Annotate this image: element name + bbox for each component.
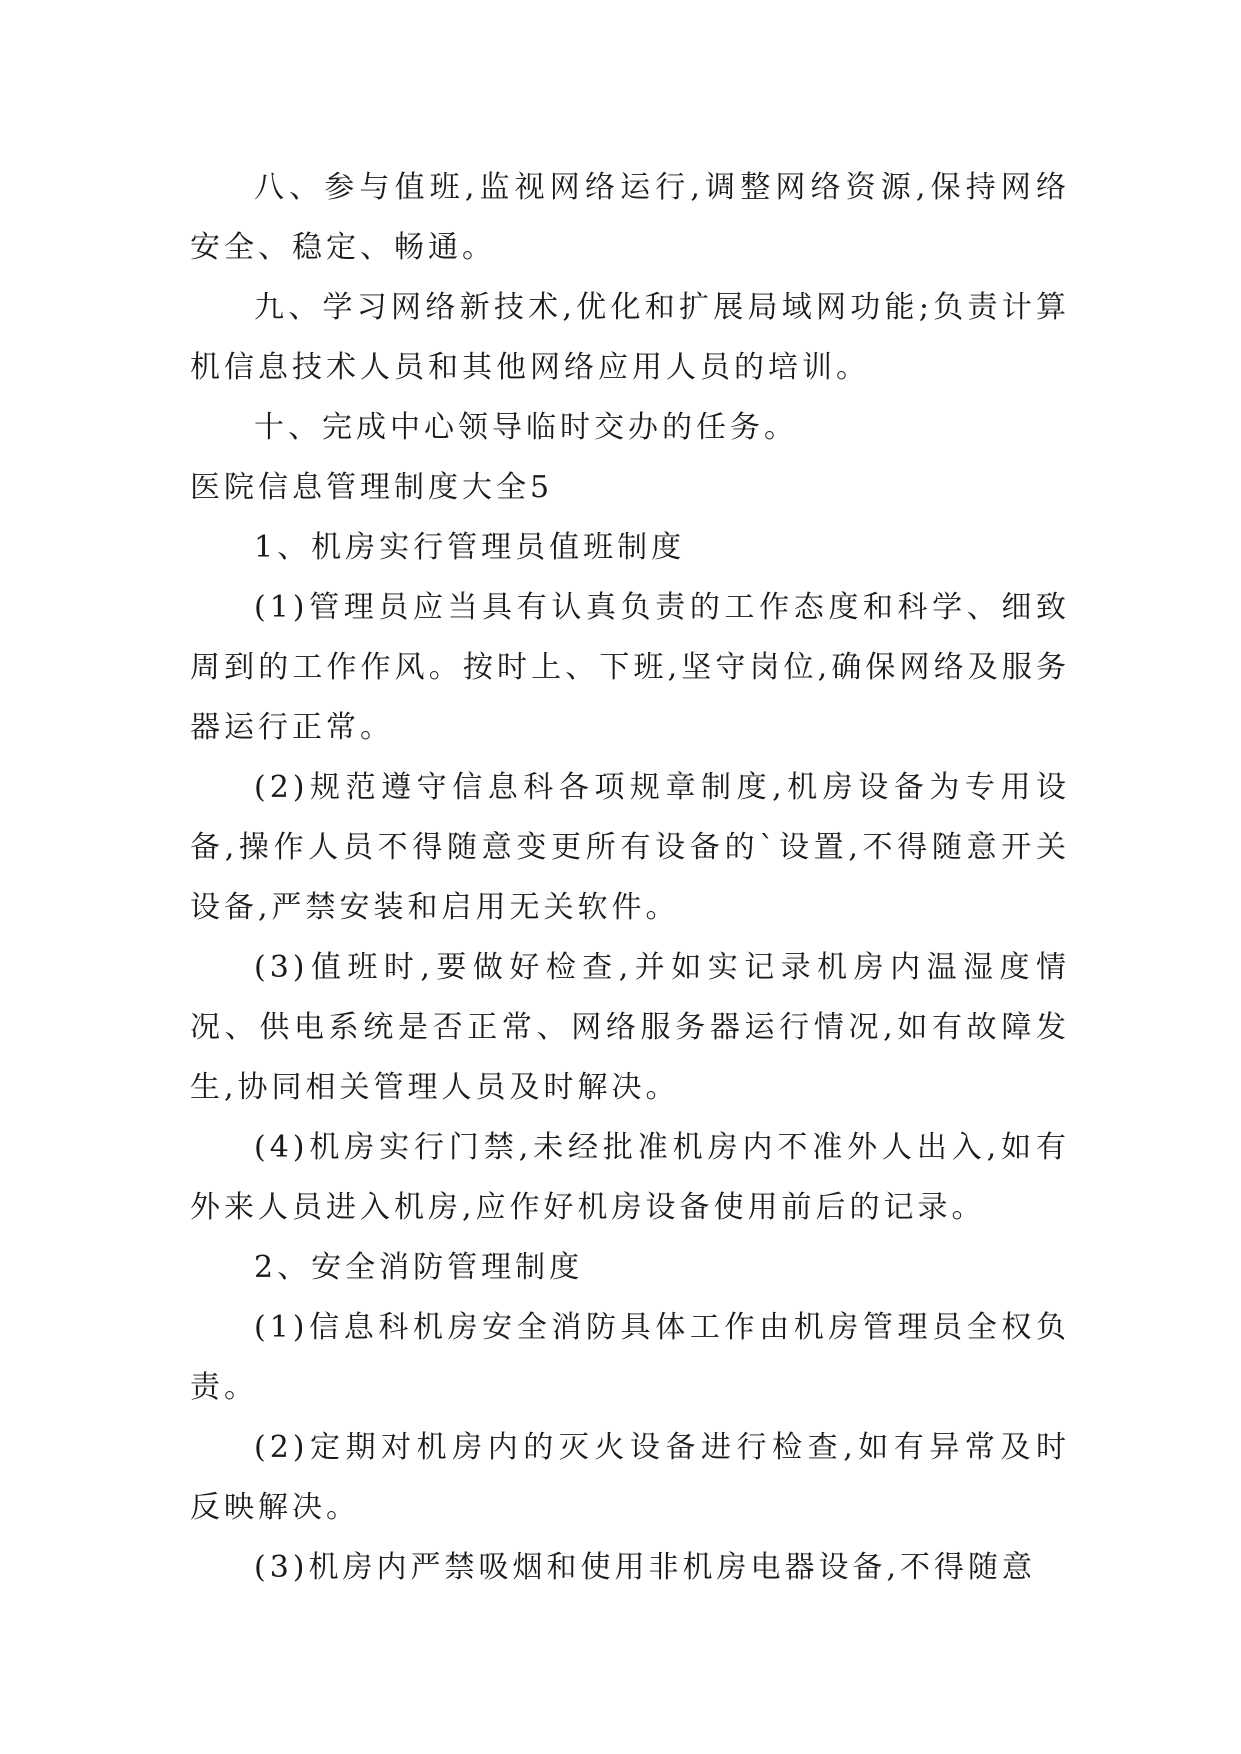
paragraph-fire-3: (3)机房内严禁吸烟和使用非机房电器设备,不得随意 — [254, 1550, 1037, 1585]
paragraph-item-9: 九、学习网络新技术,优化和扩展局域网功能;负责计算机信息技术人员和其他网络应用人员的培训。 — [190, 290, 1070, 385]
paragraph-duty-3: (3)值班时,要做好检查,并如实记录机房内温湿度情况、供电系统是否正常、网络服务器运行情况,如有故障发生,协同相关管理人员及时解决。 — [190, 950, 1070, 1105]
paragraph-duty-4: (4)机房实行门禁,未经批准机房内不准外人出入,如有外来人员进入机房,应作好机房设备使用前后的记录。 — [190, 1130, 1070, 1225]
paragraph-duty-2: (2)规范遵守信息科各项规章制度,机房设备为专用设备,操作人员不得随意变更所有设备的`设置,不得随意开关设备,严禁安装和启用无关软件。 — [190, 770, 1070, 925]
section-title: 医院信息管理制度大全5 — [190, 470, 554, 505]
paragraph-fire-2: (2)定期对机房内的灭火设备进行检查,如有异常及时反映解决。 — [190, 1430, 1070, 1525]
paragraph-item-8: 八、参与值班,监视网络运行,调整网络资源,保持网络安全、稳定、畅通。 — [190, 170, 1070, 265]
paragraph-fire-1: (1)信息科机房安全消防具体工作由机房管理员全权负责。 — [190, 1310, 1070, 1405]
paragraph-item-10: 十、完成中心领导临时交办的任务。 — [254, 410, 798, 445]
document-body — [190, 158, 1070, 1598]
subsection-heading-fire: 2、安全消防管理制度 — [254, 1250, 584, 1285]
paragraph-duty-1: (1)管理员应当具有认真负责的工作态度和科学、细致周到的工作作风。按时上、下班,坚守岗位,确保网络及服务器运行正常。 — [190, 590, 1070, 745]
subsection-heading-duty: 1、机房实行管理员值班制度 — [254, 530, 686, 565]
